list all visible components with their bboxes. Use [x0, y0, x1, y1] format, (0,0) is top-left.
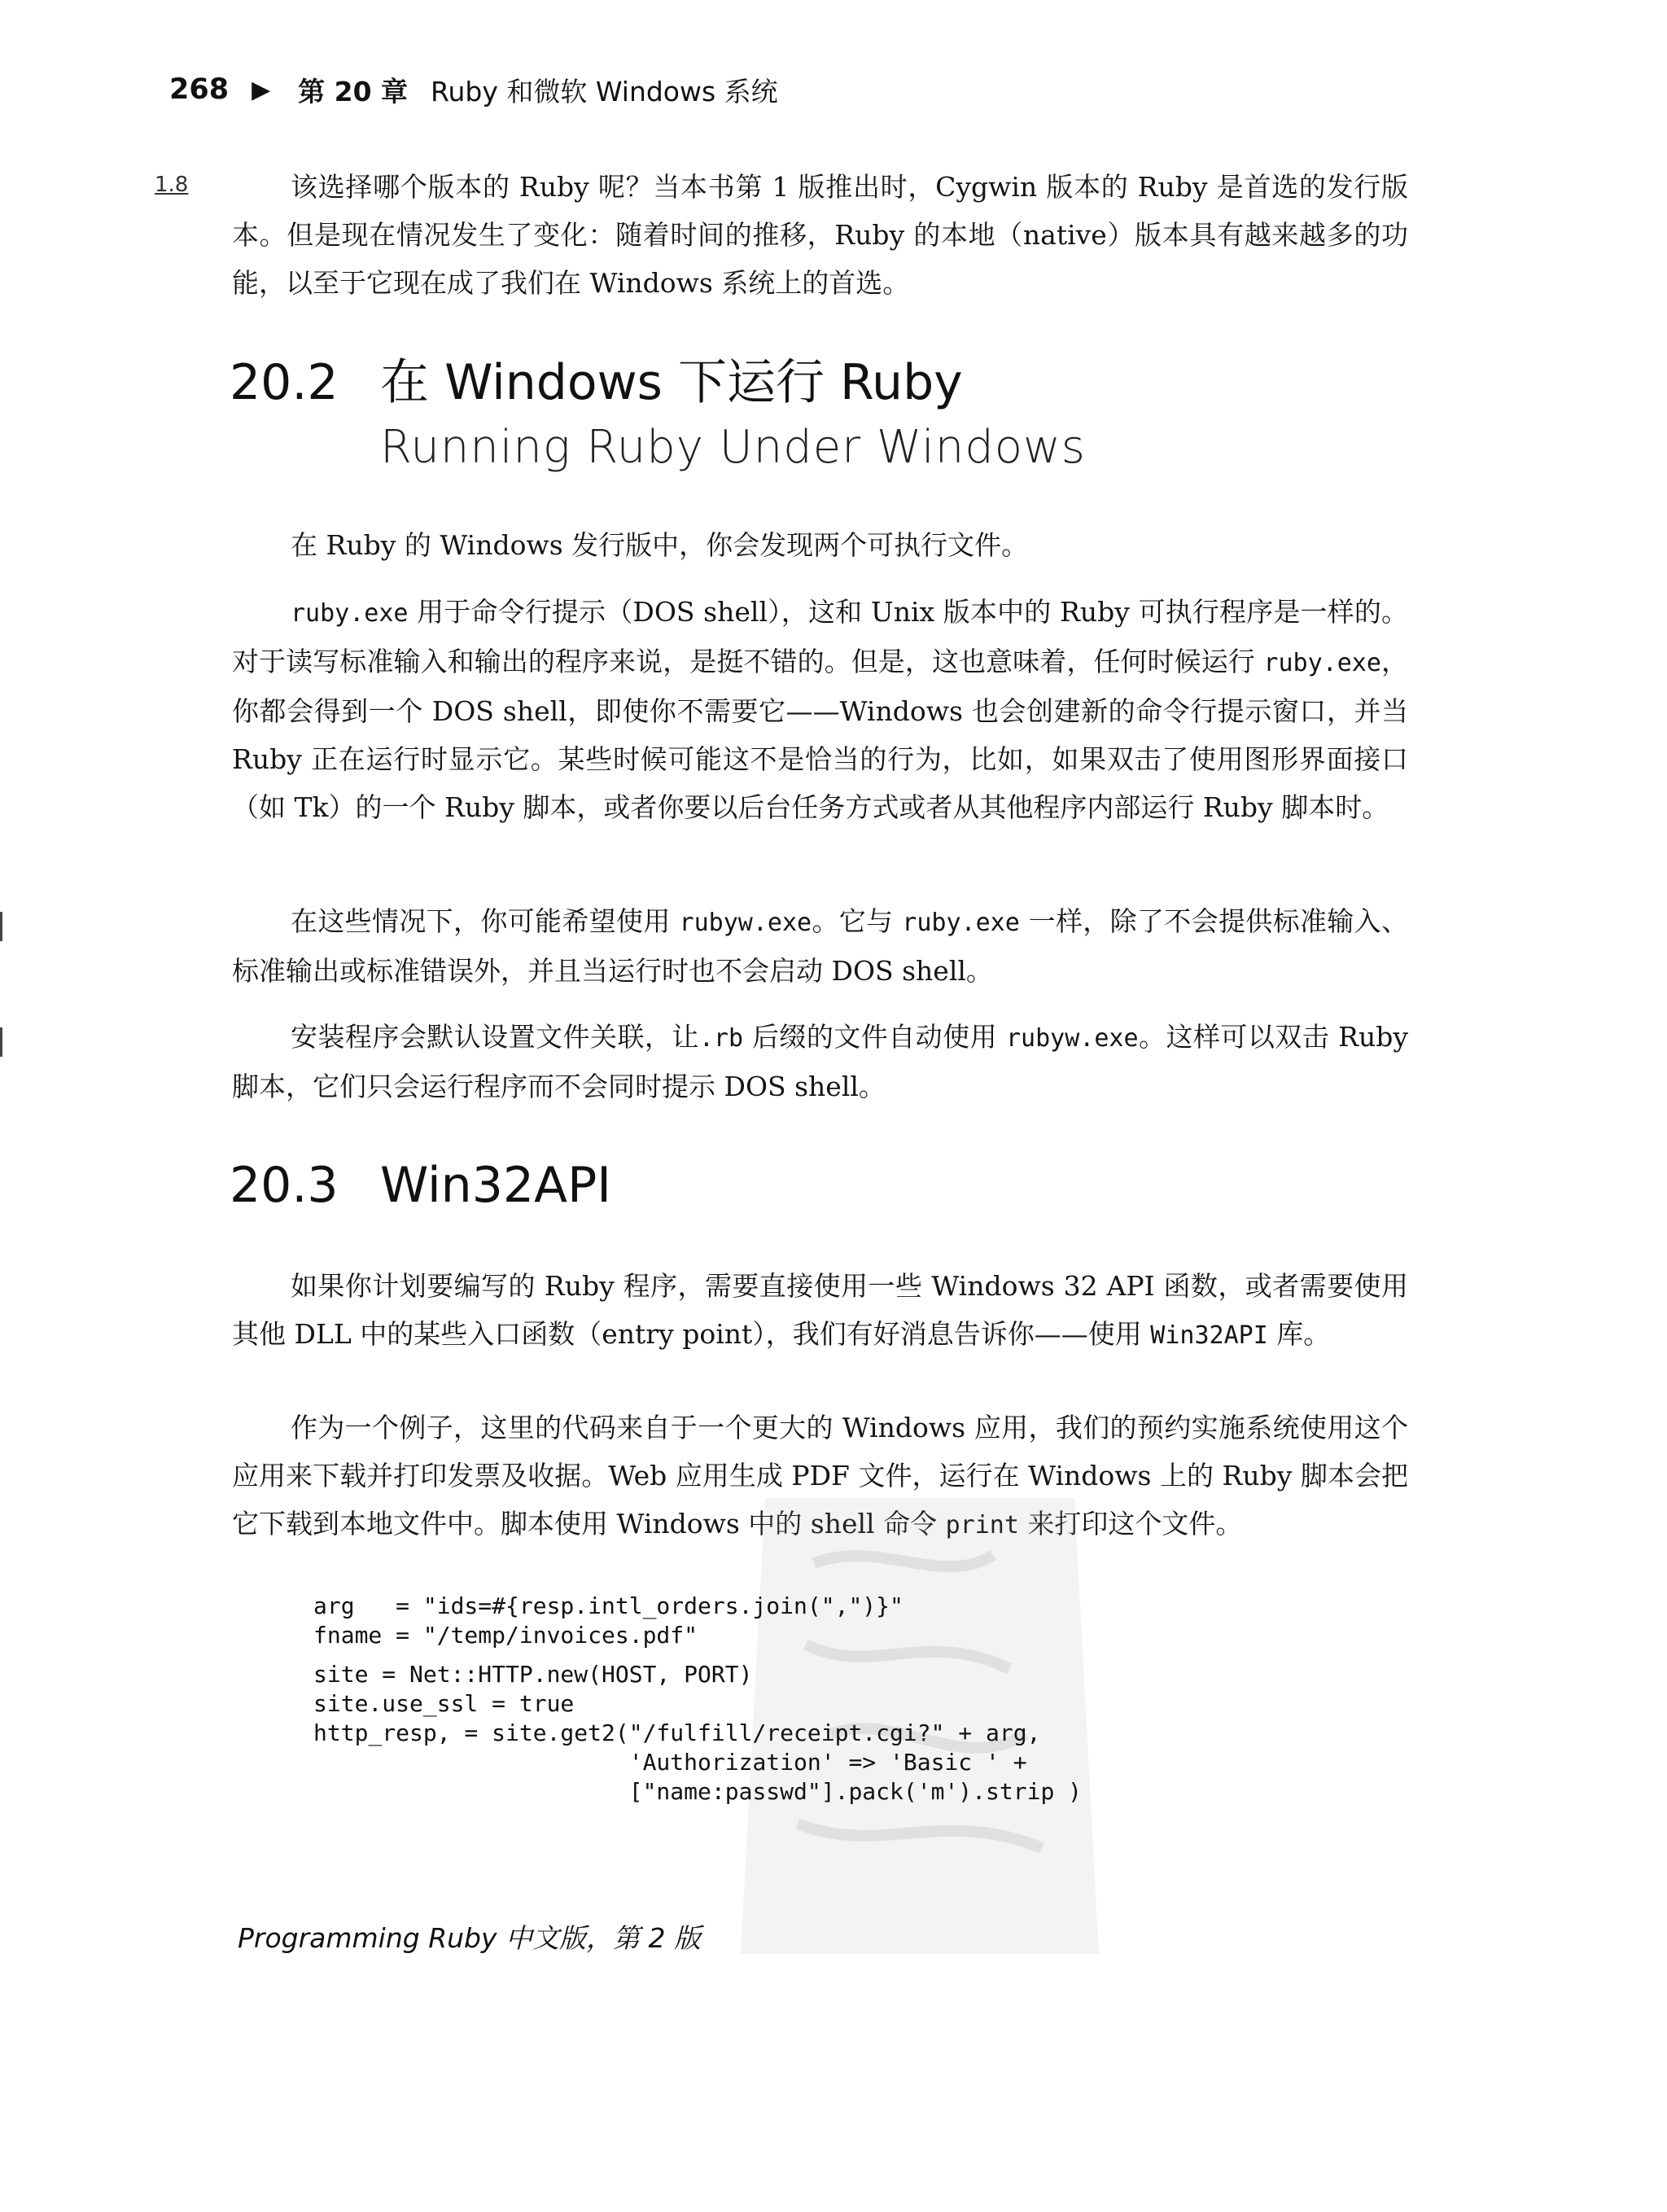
code-line: site = Net::HTTP.new(HOST, PORT) — [313, 1661, 753, 1688]
inline-code: Win32API — [1150, 1321, 1268, 1350]
scan-mark — [0, 1027, 2, 1057]
section-number: 20.3 — [230, 1157, 339, 1214]
book-footer: Programming Ruby 中文版，第 2 版 — [238, 1922, 701, 1954]
page-number: 268 — [169, 73, 230, 106]
paragraph-executables: 在 Ruby 的 Windows 发行版中，你会发现两个可执行文件。 — [291, 529, 1029, 561]
inline-code: rubyw.exe — [679, 909, 812, 937]
running-head — [169, 68, 778, 111]
inline-code: .rb — [698, 1024, 744, 1053]
section-title-en: Running Ruby Under Windows — [380, 421, 1086, 474]
inline-code: ruby.exe — [902, 909, 1020, 937]
arrow-icon: ▶ — [252, 75, 271, 104]
paragraph-file-association: 安装程序会默认设置文件关联，让.rb 后缀的文件自动使用 rubyw.exe。这样可以双击 Ruby 脚本，它们只会运行程序而不会同时提示 DOS shell。 — [232, 1021, 1409, 1102]
paragraph-example: 作为一个例子，这里的代码来自于一个更大的 Windows 应用，我们的预约实施系统使用这个应用来下载并打印发票及收据。Web 应用生成 PDF 文件，运行在 Windows 上的 Ruby 脚本会把它下载到本地文件中。脚本使用 Windows 中的 shell 命令 print 来打印这个文件。 — [232, 1412, 1408, 1540]
chapter-title: Ruby 和微软 Windows 系统 — [431, 75, 778, 107]
intro-paragraph: 该选择哪个版本的 Ruby 呢？当本书第 1 版推出时，Cygwin 版本的 Ruby 是首选的发行版本。但是现在情况发生了变化：随着时间的推移，Ruby 的本地（native）版本具有越来越多的功能，以至于它现在成了我们在 Windows 系统上的首选。 — [232, 171, 1408, 299]
inline-code: print — [945, 1511, 1019, 1540]
margin-note: 1.8 — [155, 173, 189, 197]
paragraph-ruby-exe: ruby.exe 用于命令行提示（DOS shell），这和 Unix 版本中的 Ruby 可执行程序是一样的。对于读写标准输入和输出的程序来说，是挺不错的。但是，这也意味着，任何时候运行 ruby.exe，你都会得到一个 DOS shell，即使你不需要它——Windows 也会创建新的命令行提示窗口，并当 Ruby 正在运行时显示它。某些时候可能这不是恰当的行为，比如，如果双击了使用图形界面接口（如 Tk）的一个 Ruby 脚本，或者你要以后台任务方式或者从其他程序内部运行 Ruby 脚本时。 — [232, 596, 1408, 823]
code-line: ["name:passwd"].pack('m').strip ) — [313, 1778, 1083, 1805]
inline-code: rubyw.exe — [1006, 1024, 1139, 1053]
code-gap — [313, 1650, 1082, 1660]
code-line: http_resp, = site.get2("/fulfill/receipt.cgi?" + arg, — [313, 1719, 1041, 1746]
section-number: 20.2 — [230, 354, 339, 411]
code-line: site.use_ssl = true — [313, 1690, 575, 1717]
section-20-3-heading — [230, 1156, 1369, 1221]
section-title-zh: 在 Windows 下运行 Ruby — [380, 354, 963, 411]
code-line: 'Authorization' => 'Basic ' + — [313, 1749, 1027, 1776]
code-listing — [313, 1592, 1082, 1807]
paragraph-win32api-intro: 如果你计划要编写的 Ruby 程序，需要直接使用一些 Windows 32 API 函数，或者需要使用其他 DLL 中的某些入口函数（entry point），我们有好消息告诉你——使用 Win32API 库。 — [232, 1270, 1408, 1350]
section-20-2-heading — [230, 353, 1369, 484]
section-title: Win32API — [380, 1157, 611, 1214]
inline-code: ruby.exe — [1263, 649, 1381, 677]
paragraph-rubyw-exe: 在这些情况下，你可能希望使用 rubyw.exe。它与 ruby.exe 一样，除了不会提供标准输入、标准输出或标准错误外，并且当运行时也不会启动 DOS shell。 — [232, 905, 1408, 987]
chapter-label: 第 20 章 — [298, 75, 409, 107]
code-line: fname = "/temp/invoices.pdf" — [313, 1622, 698, 1649]
inline-code: ruby.exe — [291, 599, 409, 628]
scan-mark — [0, 912, 2, 941]
code-line: arg = "ids=#{resp.intl_orders.join(",")}" — [313, 1592, 904, 1619]
